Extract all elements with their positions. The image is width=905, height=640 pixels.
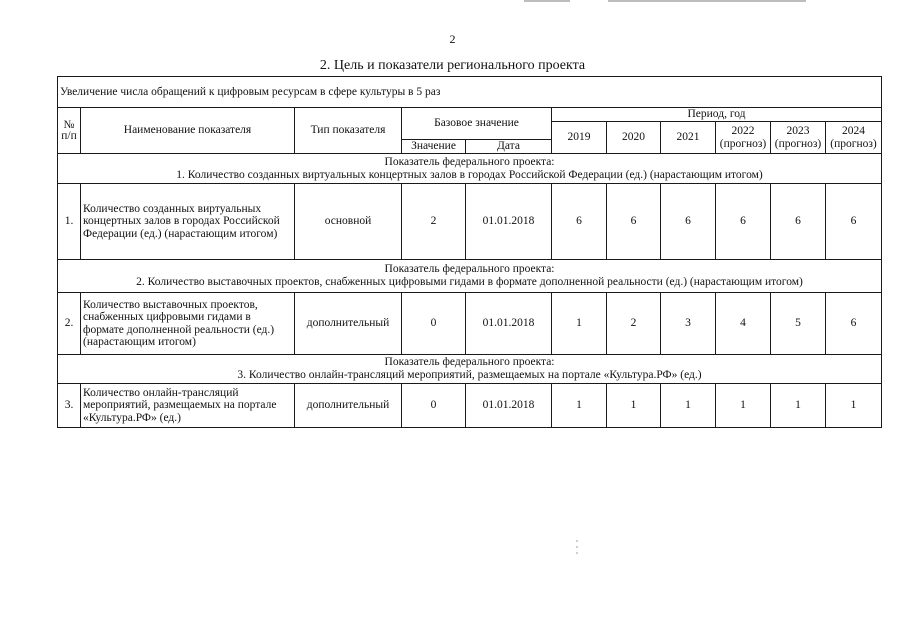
header-year-2020: 2020 — [607, 122, 661, 154]
base-value: 2 — [402, 184, 466, 260]
indicator-type: основной — [295, 184, 402, 260]
federal-indicator-header — [58, 260, 882, 293]
indicators-table — [57, 76, 882, 428]
header-year-2024: 2024 (прогноз) — [826, 122, 882, 154]
value-2020: 6 — [607, 184, 661, 260]
value-2024: 6 — [826, 184, 882, 260]
row-number: 1. — [58, 184, 81, 260]
header-type: Тип показателя — [295, 108, 402, 154]
row-number: 2. — [58, 293, 81, 355]
header-base: Базовое значение — [402, 108, 552, 140]
indicator-name: Количество созданных виртуальных концертных залов в городах Российской Федерации (ед.) (нарастающим итогом) — [81, 184, 295, 260]
federal-indicator-label: Показатель федерального проекта: — [384, 155, 555, 168]
scan-artifact-dots — [576, 540, 578, 558]
row-number: 3. — [58, 384, 81, 428]
header-year-2022: 2022 (прогноз) — [716, 122, 771, 154]
value-2023: 6 — [771, 184, 826, 260]
value-2019: 1 — [552, 293, 607, 355]
base-value: 0 — [402, 293, 466, 355]
base-value: 0 — [402, 384, 466, 428]
federal-indicator-label: Показатель федерального проекта: — [384, 263, 555, 275]
indicator-name: Количество выставочных проектов, снабженных цифровыми гидами в формате дополненной реальности (ед.) (нарастающим итогом) — [81, 293, 295, 355]
value-2021: 6 — [661, 184, 716, 260]
project-goal: Увеличение числа обращений к цифровым ресурсам в сфере культуры в 5 раз — [58, 77, 882, 108]
value-2020: 1 — [607, 384, 661, 428]
scan-artifact-line — [608, 0, 806, 2]
page-number: 2 — [449, 32, 456, 46]
value-2022: 4 — [716, 293, 771, 355]
indicator-name: Количество онлайн-трансляций мероприятий, размещаемых на портале «Культура.РФ» (ед.) — [81, 384, 295, 428]
value-2024: 1 — [826, 384, 882, 428]
value-2022: 1 — [716, 384, 771, 428]
value-2021: 3 — [661, 293, 716, 355]
indicator-type: дополнительный — [295, 384, 402, 428]
base-date: 01.01.2018 — [466, 384, 552, 428]
header-year-2023: 2023 (прогноз) — [771, 122, 826, 154]
value-2019: 1 — [552, 384, 607, 428]
federal-indicator-title: 3. Количество онлайн-трансляций мероприятий, размещаемых на портале «Культура.РФ» (ед.) — [237, 369, 702, 381]
header-number: № п/п — [58, 108, 81, 154]
base-date: 01.01.2018 — [466, 184, 552, 260]
section-title: 2. Цель и показатели регионального проекта — [319, 58, 586, 73]
value-2020: 2 — [607, 293, 661, 355]
federal-indicator-label: Показатель федерального проекта: — [384, 356, 555, 368]
header-year-2021: 2021 — [661, 122, 716, 154]
value-2022: 6 — [716, 184, 771, 260]
federal-indicator-title: 1. Количество созданных виртуальных концертных залов в городах Российской Федерации (ед.) (нарастающим итогом) — [176, 168, 763, 181]
value-2023: 5 — [771, 293, 826, 355]
header-base-date: Дата — [466, 140, 552, 154]
value-2023: 1 — [771, 384, 826, 428]
header-period: Период, год — [552, 108, 882, 122]
value-2024: 6 — [826, 293, 882, 355]
value-2021: 1 — [661, 384, 716, 428]
federal-indicator-header — [58, 355, 882, 384]
header-year-2019: 2019 — [552, 122, 607, 154]
federal-indicator-title: 2. Количество выставочных проектов, снабженных цифровыми гидами в формате дополненной реальности (ед.) (нарастающим итогом) — [136, 276, 803, 288]
header-name: Наименование показателя — [81, 108, 295, 154]
scan-artifact-line — [524, 0, 570, 2]
indicator-type: дополнительный — [295, 293, 402, 355]
federal-indicator-header — [58, 154, 882, 184]
header-base-value: Значение — [402, 140, 466, 154]
value-2019: 6 — [552, 184, 607, 260]
base-date: 01.01.2018 — [466, 293, 552, 355]
